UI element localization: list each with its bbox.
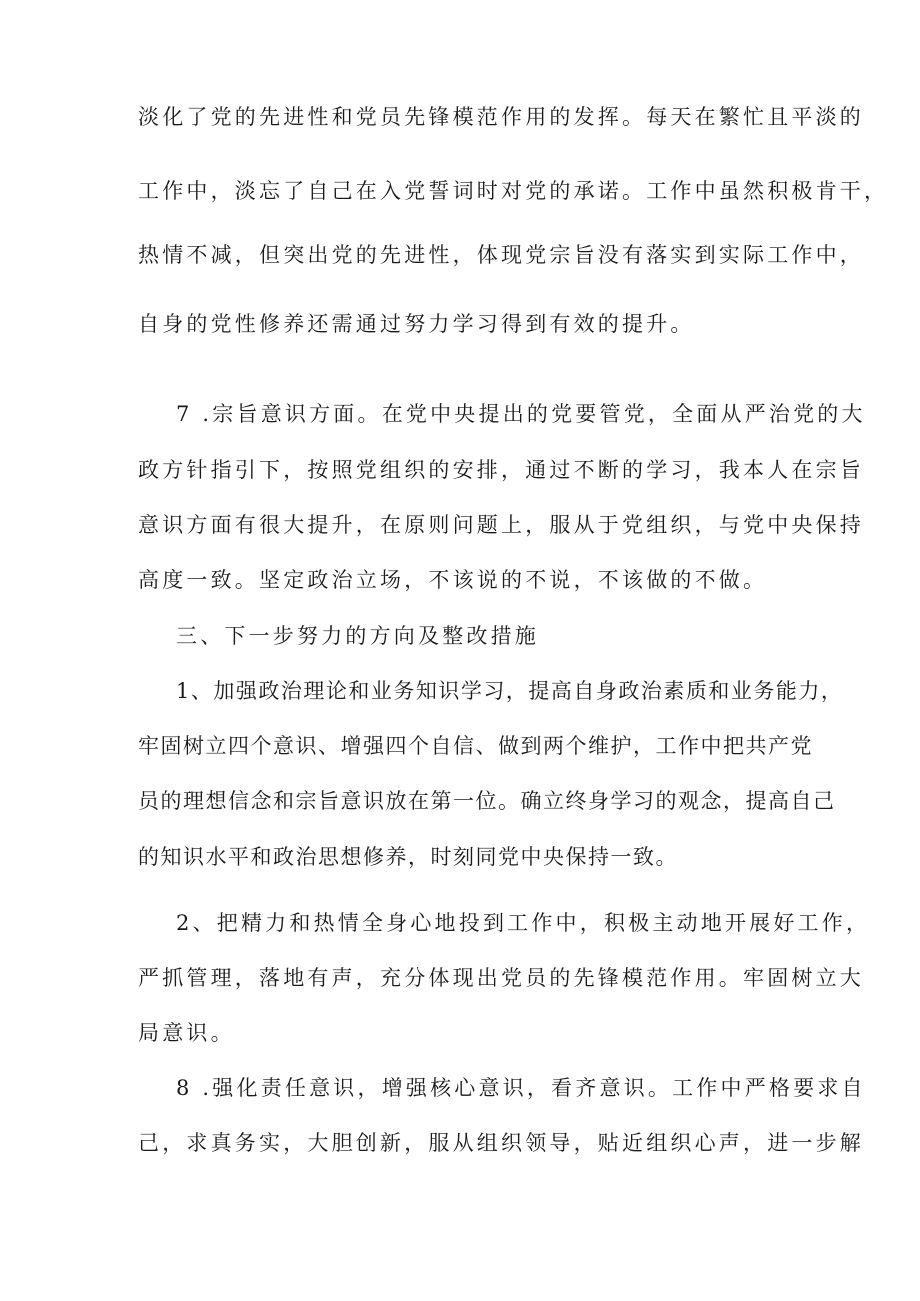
text-line-1: 淡化了党的先进性和党员先锋模范作用的发挥。每天在繁忙且平淡的: [138, 105, 864, 129]
text-line-12: 员的理想信念和宗旨意识放在第一位。确立终身学习的观念，提高自己: [138, 789, 836, 813]
section-heading: 三、下一步努力的方向及整改措施: [176, 624, 539, 648]
text-line-18: 己，求真务实，大胆创新，服从组织领导，贴近组织心声，进一步解: [138, 1131, 864, 1155]
text-line-11: 牢固树立四个意识、增强四个自信、做到两个维护，工作中把共产党: [138, 734, 813, 758]
text-line-7: 意识方面有很大提升，在原则问题上，服从于党组织，与党中央保持: [138, 513, 864, 537]
text-line-4: 自身的党性修养还需通过努力学习得到有效的提升。: [138, 312, 695, 336]
text-line-5: 7 .宗旨意识方面。在党中央提出的党要管党，全面从严治党的大: [176, 402, 866, 426]
text-line-15: 严抓管理，落地有声，充分体现出党员的先锋模范作用。牢固树立大: [138, 966, 864, 990]
text-line-3: 热情不减，但突出党的先进性，体现党宗旨没有落实到实际工作中，: [138, 243, 864, 267]
text-line-10: 1、加强政治理论和业务知识学习，提高自身政治素质和业务能力，: [176, 679, 844, 703]
text-line-2: 工作中，淡忘了自己在入党誓词时对党的承诺。工作中虽然积极肯干，: [138, 179, 889, 203]
text-line-8: 高度一致。坚定政治立场，不该说的不说，不该做的不做。: [138, 568, 768, 592]
text-line-17: 8 .强化责任意识，增强核心意识，看齐意识。工作中严格要求自: [176, 1076, 866, 1100]
text-line-16: 局意识。: [138, 1021, 235, 1045]
text-line-13: 的知识水平和政治思想修养，时刻同党中央保持一致。: [138, 845, 678, 869]
text-line-6: 政方针指引下，按照党组织的安排，通过不断的学习，我本人在宗旨: [138, 458, 864, 482]
text-line-14: 2、把精力和热情全身心地投到工作中，积极主动地开展好工作，: [176, 911, 871, 935]
